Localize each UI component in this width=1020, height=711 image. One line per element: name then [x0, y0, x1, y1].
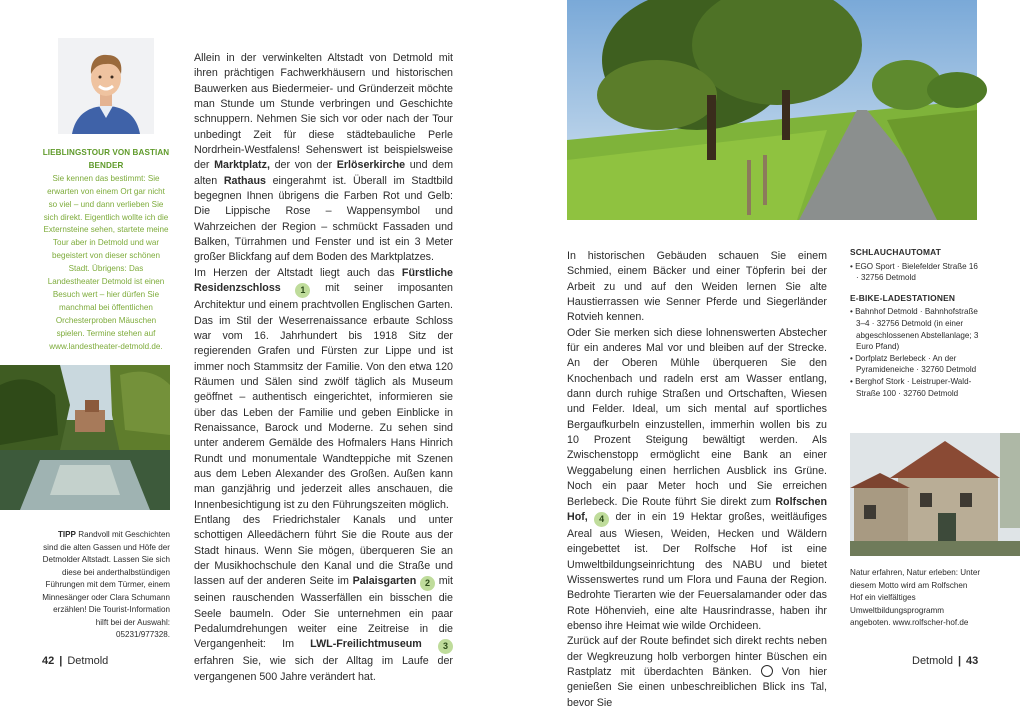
text-run: mit seiner imposanten Architektur und einem prachtvollen Englischen Garten. Das im Stil der Weserrenaissance erbaute Schloss war vom 16. Jahrhundert bis 1918 Sitz der regierenden Grafen und Fürsten zur Lippe und ist immer noch Stammsitz der Familie. Von den etwa 120 Räumen und Sälen sind zwölf täglich als Museum geöffnet – authentisch eingerichtet, informieren sie über das Leben der Familie und geben Einblicke in Renaissance, Barock und Moderne. Zu sehen sind unter anderem Gemälde des Hofmalers Hans Hinrich Rundt und monumentale Wandteppiche mit Szenen aus dem Leben Alexander des Großen. Außen kann man ganzjährig und jederzeit alles anschauen, die Innenbesichtigung ist zu den Führungszeiten möglich.: [194, 282, 453, 511]
author-sidebar: [42, 147, 170, 354]
right-footer: [912, 655, 978, 667]
text-run: der von der: [269, 159, 337, 172]
sidebar-heading: LIEBLINGSTOUR VON BASTIAN BENDER: [42, 148, 170, 170]
person-portrait-icon: [58, 38, 154, 134]
pump-list: [850, 261, 980, 284]
text-run: Allein in der verwinkelten Altstadt von Detmold mit ihren prächtigen Fachwerkhäusern und historischen Bauwerken aus Biedermeier- und Gründerzeit möchte man Stunde um Stunde verbringen und Geschichte schnuppern. Nehmen Sie sich vor oder nach der Tour unbedingt Zeit für diese städtebauliche Perle Nordrhein-Westfalens! Sehenswert ist beispielsweise der: [194, 52, 453, 172]
text-run: der in ein 19 Hektar großes, weitläufiges Areal aus Wiesen, Weiden, Hecken und Wäldern eingebettet ist. Der Rolfsche Hof ist eine Umweltbildungseinrichtung des NABU und bietet Wissenswertes rund um Flora und Fauna der Region. Bedrohte Tierarten wie der Feuersalamander oder das Rote Höhenvieh, eine alte Hausrindrasse, haben ihr ebenso ihre Heimat wie wilde Orchideen.: [567, 510, 827, 632]
highlight-marktplatz: Marktplatz,: [214, 159, 270, 172]
route-marker-4: 4: [594, 512, 609, 527]
footer-separator: |: [957, 655, 962, 667]
text-run: Oder Sie merken sich diese lohnenswerten Abstecher für ein anderes Mal vor und bleiben auf der Strecke. An der Oberen Mühle überqueren Sie den Knochenbach und radeln erst am Wasser entlang, dann durch ruhige Straßen und Ortschaften, Wiesen und Felder. Ideal, um sich mental auf sportliches Bergaufkurbeln einzustellen, immerhin wollen bis zu 10 Prozent Steigung bewältigt werden. Als Zwischenstopp ermöglicht eine Bank an einer Weggabelung einen herrlichen Ausblick ins Grüne. Noch ein paar Meter hoch und Sie erreichen Berlebeck. Die Route führt Sie direkt zum: [567, 326, 827, 508]
highlight-rathaus: Rathaus: [223, 174, 266, 187]
list-item: • Dorfplatz Berlebeck · An der Pyramideneiche · 32760 Detmold: [850, 353, 977, 375]
sidebar-text: Sie kennen das bestimmt: Sie erwarten von einem Ort gar nicht so viel – und dann verlieben Sie sich direkt. Eigentlich wollte ich die Externsteine sehen, startete meine Tour aber in Detmold und war begeistert von dieser schönen Stadt. Übrigens: Das Landestheater Detmold ist einen Besuch wert – hier dürfen Sie manchmal bei öffentlichen Orchesterproben Mäuschen spielen. Termine stehen auf www.landestheater-detmold.de.: [43, 173, 169, 351]
paragraph: [194, 266, 453, 513]
highlight-freilichtmuseum: LWL-Freilichtmuseum: [310, 638, 422, 651]
info-heading-pump: SCHLAUCHAUTOMAT: [850, 247, 942, 257]
paragraph: [194, 513, 453, 685]
bicycle-rest-icon: [761, 665, 773, 677]
left-footer: [42, 655, 108, 667]
text-run: erfahren Sie, wie sich der Alltag im Laufe der vergangenen 500 Jahre verändert hat.: [194, 655, 453, 683]
country-road-photo-icon: [567, 0, 977, 220]
tipp-text: Randvoll mit Geschichten sind die alten Gassen und Höfe der Detmolder Altstadt. Lassen Sie sich diese bei anderthalbstündigen Führungen mit dem Türmer, einem Minnesänger oder Clara Schumann erzählen! Die Tourist-Information hilft bei der Auswahl: 05231/977328.: [42, 530, 170, 639]
highlight-rolfschen-hof: Rolfschen Hof,: [567, 495, 827, 523]
footer-label: Detmold: [912, 655, 953, 667]
text-run: eingerahmt ist. Überall im Stadtbild begegnen Ihnen übrigens die Farben Rot und Gelb: Die Lippische Rose – Wappensymbol und Wahrzeichen der Region – schmückt Fassaden und Balken, Türrahmen und Fenster und ist ein 3 Meter großer Blickfang auf dem Boden des Marktplatzes.: [194, 174, 453, 264]
left-main-text: [194, 51, 453, 685]
highlight-erloeserkirche: Erlöserkirche: [336, 159, 406, 172]
text-run: Zurück auf der Route befindet sich direkt rechts neben der Wegkreuzung holb verborgen hinter Büschen ein Rastplatz mit überdachten Bänken.: [567, 635, 827, 678]
canal-photo-icon: [0, 365, 170, 510]
page-number-right: 43: [966, 655, 979, 667]
highlight-residenzschloss: Fürstliche Residenzschloss: [194, 266, 453, 295]
tipp-box: [42, 529, 170, 642]
charging-list: [850, 306, 980, 399]
highlight-palaisgarten: Palaisgarten: [352, 575, 417, 588]
route-marker-3: 3: [438, 639, 453, 654]
text-run: Von hier genießen Sie einen unbeschreiblichen Blick ins Tal, bevor Sie: [567, 665, 827, 709]
text-run: und dem alten: [194, 159, 453, 187]
page-number-left: 42: [42, 655, 55, 667]
text-run: Entlang des Friedrichstaler Kanals und unter schottigen Alleedächern führt Sie die Route aus der Stadt hinaus. Wenn Sie mögen, überqueren Sie an der Musikhochschule den Kanal und die Straße und lassen auf der anderen Seite im: [194, 513, 453, 588]
footer-separator: |: [59, 655, 63, 667]
info-box: [850, 247, 980, 399]
info-heading-charging: E-BIKE-LADESTATIONEN: [850, 292, 956, 303]
footer-label: Detmold: [67, 655, 109, 667]
author-portrait: [58, 38, 154, 134]
paragraph: [567, 326, 827, 635]
list-item: • Berghof Stork · Leistruper-Wald-Straße 100 · 32760 Detmold: [850, 376, 972, 398]
paragraph: In historischen Gebäuden schauen Sie einem Schmied, einem Bäcker und einer Töpferin bei der Arbeit zu und auf den Weiden lernen Sie alte Haustierrassen wie Senner Pferde und Siegerländer Rotvieh kennen.: [567, 250, 827, 324]
country-road-photo: [567, 0, 977, 220]
canal-photo: [0, 365, 170, 510]
right-main-text: [567, 249, 827, 711]
tipp-label: TIPP: [57, 530, 76, 539]
route-marker-1: 1: [295, 283, 310, 298]
list-item: • EGO Sport · Bielefelder Straße 16 · 32756 Detmold: [850, 261, 978, 283]
list-item: • Bahnhof Detmold · Bahnhofstraße 3–4 · 32756 Detmold (in einer abgeschlossenen Abstellanlage; 3 Euro Pfand): [850, 307, 979, 352]
photo-caption: Natur erfahren, Natur erleben: Unter diesem Motto wird am Rolfschen Hof ein vielfältiges Umweltbildungsprogramm angeboten. www.rolfscher-hof.de: [850, 568, 981, 628]
paragraph: [567, 634, 827, 711]
text-run: mit seinen rauschenden Wasserfällen ein bisschen die Seele baumeln. Oder Sie unternehmen ein paar Pedalumdrehungen weiter eine Zeitreise in die Vergangenheit: Im: [194, 575, 453, 651]
farmhouse-photo-icon: [850, 433, 1020, 556]
farmhouse-photo: [850, 433, 1020, 556]
route-marker-2: 2: [420, 576, 435, 591]
text-run: Im Herzen der Altstadt liegt auch das: [194, 266, 402, 279]
paragraph: [194, 51, 453, 266]
